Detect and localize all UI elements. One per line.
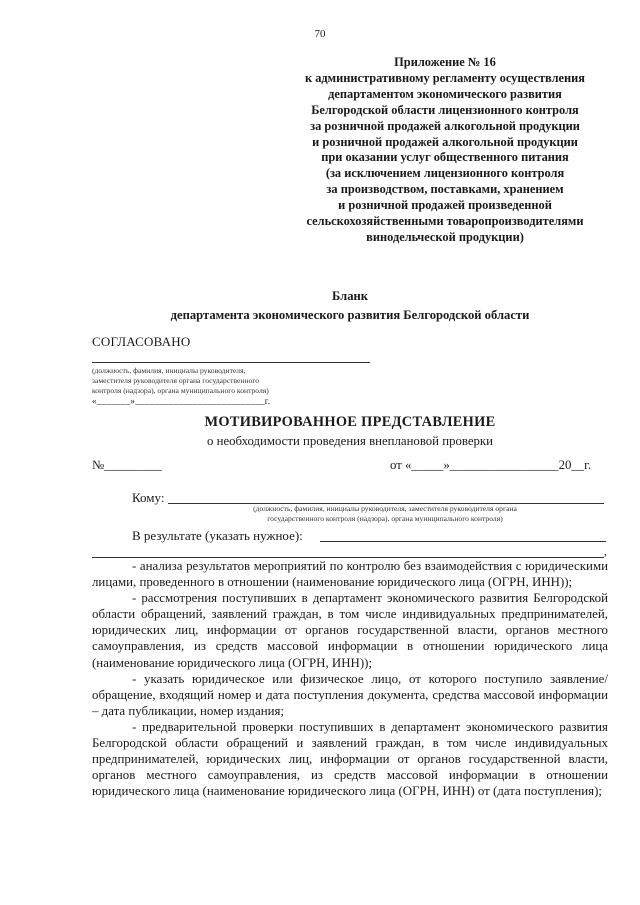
document-number-field: №_________ <box>92 458 162 472</box>
document-title: МОТИВИРОВАННОЕ ПРЕДСТАВЛЕНИЕ <box>204 414 496 430</box>
appendix-line: и розничной продажей произведенной <box>338 198 552 213</box>
appendix-line: за производством, поставками, хранением <box>326 182 564 197</box>
appendix-line: сельскохозяйственными товаропроизводителями <box>306 214 584 229</box>
appendix-line: и розничной продажей алкогольной продукции <box>312 134 578 149</box>
recipient-hint-line: (должность, фамилия, инициалы руководителя, заместителя руководителя органа <box>253 504 517 513</box>
paragraph: - анализа результатов мероприятий по контролю без взаимодействия с юридическими лицами, проведенного в отношении (наименование юридического лица (ОГРН, ИНН)); <box>92 559 608 590</box>
paragraph: - указать юридическое или физическое лицо, от которого поступило заявление/обращение, входящий номер и дата поступления документа, средства массовой информации – дата публикации, номер издания; <box>92 671 608 718</box>
paragraph: - предварительной проверки поступивших в департамент экономического развития Белгородской области обращений и заявлений граждан, в том числе индивидуальных предпринимателей, юридических лиц, информации от органов государственной власти, органов местного самоуправления, из средств массовой информации в отношении юридического лица (наименование юридического лица (ОГРН, ИНН) от (дата поступления); <box>92 719 608 799</box>
appendix-line: Приложение № 16 <box>394 55 496 69</box>
document-subtitle: о необходимости проведения внеплановой проверки <box>207 434 493 448</box>
approval-hint-line: (должность, фамилия, инициалы руководителя, <box>92 366 246 375</box>
form-header <box>0 287 640 325</box>
appendix-line: Белгородской области лицензионного контроля <box>311 102 579 117</box>
appendix-line: винодельческой продукции) <box>366 229 524 244</box>
blank-label: Бланк <box>331 289 369 303</box>
result-line-end: , <box>604 544 607 558</box>
approval-hint-line: заместителя руководителя органа государственного <box>92 376 260 385</box>
approval-signature-line <box>92 362 370 363</box>
approval-hint <box>92 366 269 396</box>
appendix-line: к административному регламенту осуществления <box>304 70 586 85</box>
appendix-line: департаментом экономического развития <box>328 86 562 101</box>
approval-hint-line: контроля (надзора), органа муниципального контроля) <box>92 386 269 395</box>
appendix-line: (за исключением лицензионного контроля <box>325 166 565 181</box>
appendix-line: при оказании услуг общественного питания <box>321 150 569 165</box>
appendix-header <box>270 55 620 246</box>
approval-date-line: «_______»___________________________г. <box>92 396 271 406</box>
document-date-field: от «_____»_________________20__г. <box>390 458 592 472</box>
recipient-label: Кому: <box>132 490 165 505</box>
approval-label: СОГЛАСОВАНО <box>92 334 191 349</box>
blank-organization: департамента экономического развития Белгородской области <box>170 308 530 322</box>
recipient-hint <box>170 504 600 524</box>
recipient-hint-line: государственного контроля (надзора), органа муниципального контроля) <box>267 514 503 523</box>
page-number: 70 <box>314 28 326 40</box>
result-label: В результате (указать нужное): <box>132 528 303 543</box>
appendix-line: за розничной продажей алкогольной продукции <box>310 118 580 133</box>
paragraph: - рассмотрения поступивших в департамент экономического развития Белгородской области обращений, заявлений граждан, в том числе индивидуальных предпринимателей, юридических лиц, информации от органов государственной власти, органов местного самоуправления, из средств массовой информации в отношении юридического лица (наименование юридического лица (ОГРН, ИНН)); <box>92 591 608 670</box>
result-fill-line <box>320 541 606 542</box>
body-text <box>92 558 608 799</box>
